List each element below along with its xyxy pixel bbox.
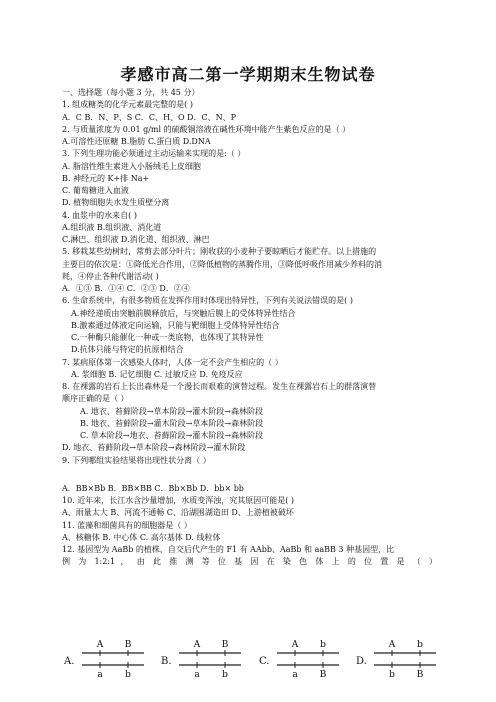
text-line: 3. 下列生理功能必须通过主动运输来实现的是:（ ） (62, 149, 246, 159)
gene-label: B (319, 670, 327, 678)
text-line: 8. 在裸露的岩石上长出森林是一个漫长而艰难的演替过程。发生在裸露岩石上的群落演替 (62, 382, 377, 391)
text-line: 4. 血浆中的水来自( ) (62, 210, 137, 220)
text-line: 例 为 1:2:1 ， 由 此 推 测 等 位 基 因 在 染 色 体 上 的 位 置 是 （ ） (62, 557, 437, 567)
gene-label: A (96, 640, 104, 650)
text-line: D.抗体只能与特定的抗原相结合 (71, 345, 184, 355)
text-line: 耗，④停止各种代谢活动( ) (62, 271, 159, 281)
text-line: 11. 蓝藻和细菌具有的细胞器是（ ） (62, 520, 192, 530)
text-line: 1. 组成糖类的化学元素最完整的是( ) (62, 100, 193, 110)
text-line: 6. 生命系统中，有很多物质在发挥作用时体现出特异性，下列有关说法错误的是( ) (62, 296, 353, 306)
text-line: B. 地衣、苔藓阶段→灌木阶段→草本阶段→森林阶段 (80, 418, 264, 428)
gene-label: A (291, 640, 299, 650)
text-line: C.一种酶只能催化一种或一类底物，也体现了其特异性 (71, 333, 264, 342)
text-line: B.激素通过体液定向运输，只能与靶细胞上受体特异性结合 (71, 320, 280, 330)
chromosome-diagram (159, 638, 244, 678)
text-line: 12. 基因型为 AaBb 的植株，自交后代产生的 F1 有 AAbb、AaBb 和 aaBB 3 种基因型，比 (62, 545, 395, 554)
text-line: 2. 与质量浓度为 0.01 g/ml 的硫酸铜溶液在碱性环境中能产生紫色反应的是（ ） (62, 124, 351, 134)
gene-label: A (388, 640, 396, 650)
gene-label: a (292, 670, 298, 678)
text-line: A．BB×Bb B．BB×BB C．Bb×Bb D．bb× bb (62, 483, 244, 493)
gene-label: b (320, 640, 326, 650)
chromosome-diagram (257, 638, 342, 678)
gene-label: a (97, 670, 103, 678)
text-line: A、雨量太大 B、河流不通畅 C、沿湖围湖造田 D、上游植被破坏 (62, 508, 294, 518)
text-line: A．①③ B．①④ C．②③ D．②④ (62, 284, 190, 293)
text-line: C.淋巴、组织液 D.消化道、组织液、淋巴 (62, 235, 210, 244)
text-line: B. 神经元的 K+排 Na+ (62, 173, 150, 183)
gene-label: b (125, 670, 131, 678)
option-letter: C. (259, 656, 270, 667)
text-line (62, 467, 437, 483)
text-line: A.神经递质由突触前膜释放后，与突触后膜上的受体特异性结合 (71, 308, 296, 318)
text-line: D. 植物细胞失水发生质壁分离 (62, 198, 170, 208)
option-letter: B. (161, 656, 172, 667)
question-list (62, 87, 437, 569)
text-line: A．C B．N、P、S C．C、H、O D．C、N、P (62, 112, 236, 122)
text-line: 10. 近年来，长江水含沙量增加，水质变浑浊，究其原因可能是( ) (62, 496, 295, 505)
text-line: C. 草本阶段→地衣、苔藓阶段→灌木阶段→森林阶段 (80, 431, 264, 440)
option-figure (257, 638, 342, 678)
chromosome-diagram (62, 638, 147, 678)
text-line: A.可溶性还原糖 B.脂肪 C.蛋白质 D.DNA (62, 137, 211, 146)
text-line: A.组织液 B.组织液、消化道 (62, 222, 162, 232)
text-line: 7. 某病原体第一次感染人体时，人体一定不会产生相应的（ ） (62, 357, 283, 367)
gene-label: A (193, 640, 201, 650)
gene-label: B (416, 670, 424, 678)
gene-label: a (194, 670, 200, 678)
gene-label: b (222, 670, 228, 678)
option-figure (159, 638, 244, 678)
text-line: A. 脂溶性维生素进入小肠绒毛上皮细胞 (62, 161, 201, 171)
gene-label: b (389, 670, 395, 678)
gene-label: b (417, 640, 423, 650)
gene-label: B (221, 640, 229, 650)
text-line: 9. 下列哪组实验结果将出现性状分离（ ） (62, 455, 211, 465)
text-line: 顺序正确的是（ ） (62, 394, 129, 404)
chromosome-diagram (354, 638, 439, 678)
option-figure (354, 638, 439, 678)
gene-label: B (124, 640, 132, 650)
text-line: 5. 移栽某些幼树时，常剪去部分叶片；刚收获的小麦种子要晾晒后才能贮存。以上措施的 (62, 247, 377, 257)
text-line: 一、选择题（每小题 3 分，共 45 分） (62, 88, 200, 97)
text-line: A、核糖体 B. 中心体 C. 高尔基体 D. 线粒体 (62, 532, 221, 542)
text-line: D. 地衣、苔藓阶段→草本阶段→森林阶段→灌木阶段 (62, 443, 246, 453)
option-letter: D. (356, 656, 367, 667)
text-line: A. 浆细胞 B. 记忆细胞 C. 过敏反应 D. 免疫反应 (71, 369, 243, 379)
exam-title: 孝感市高二第一学期期末生物试卷 (120, 65, 376, 84)
chromosome-figures (62, 638, 437, 678)
option-figure (62, 638, 147, 678)
text-line: 主要目的依次是：①降低光合作用，②降低植物的蒸腾作用，③降低呼吸作用减少养料的消 (62, 259, 382, 269)
text-line: A. 地衣、苔藓阶段→草本阶段→灌木阶段→森林阶段 (80, 406, 263, 416)
option-letter: A. (64, 656, 75, 667)
text-line: C. 葡萄糖进入血液 (62, 186, 129, 195)
